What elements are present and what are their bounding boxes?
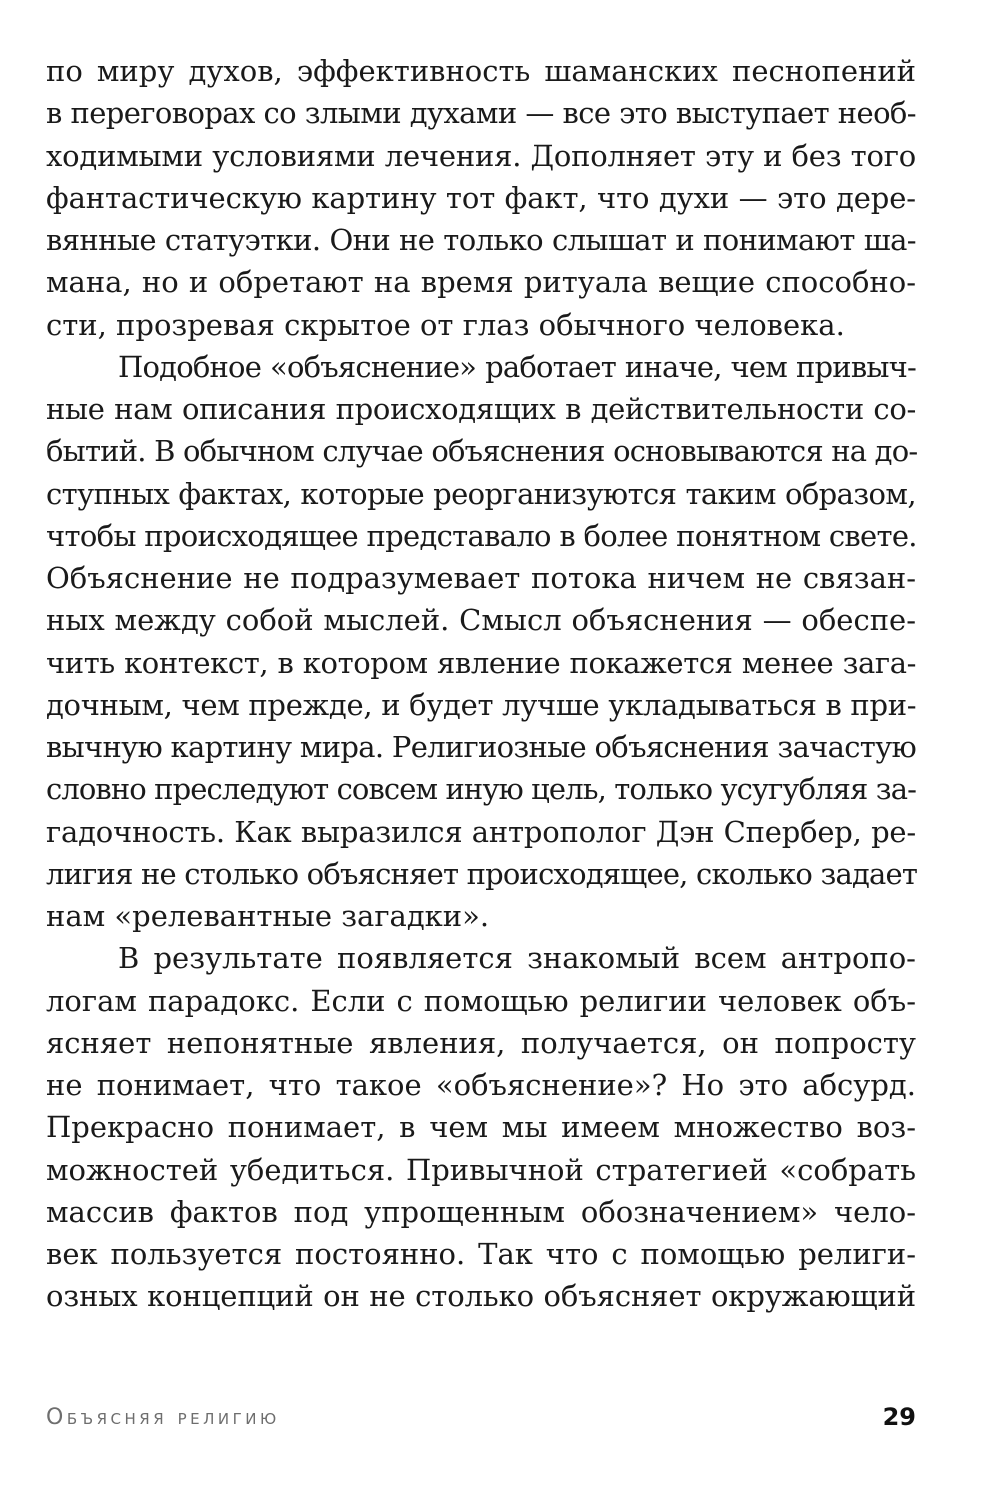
- text-line: по миру духов, эффективность шаманских песнопений: [46, 54, 916, 88]
- text-line: мана, но и обретают на время ритуала вещие способно-: [46, 265, 916, 300]
- text-line: в переговорах со злыми духами — все это выступает необ-: [46, 96, 916, 131]
- page-number: 29: [882, 1403, 916, 1431]
- text-line: ступных фактах, которые реорганизуются таким образом,: [46, 476, 916, 511]
- text-line: ных между собой мыслей. Смысл объяснения — обеспе-: [46, 603, 916, 638]
- text-line: Объяснение не подразумевает потока ничем не связан-: [46, 561, 916, 595]
- text-line: озных концепций он не столько объясняет окружающий: [46, 1279, 916, 1314]
- text-line: словно преследуют совсем иную цель, только усугубляя за-: [46, 772, 916, 807]
- text-line: чтобы происходящее представало в более понятном свете.: [46, 518, 917, 553]
- text-line: Прекрасно понимает, в чем мы имеем множество воз-: [46, 1110, 916, 1145]
- text-line: чить контекст, в котором явление покажется менее зага-: [46, 645, 916, 680]
- page-footer: [46, 1401, 916, 1441]
- text-line: гадочность. Как выразился антрополог Дэн Спербер, ре-: [46, 814, 916, 849]
- text-line: логам парадокс. Если с помощью религии человек объ-: [46, 983, 916, 1018]
- text-line: В результате появляется знакомый всем антропо-: [118, 941, 916, 976]
- text-line: массив фактов под упрощенным обозначением» чело-: [46, 1194, 916, 1229]
- text-line: ходимыми условиями лечения. Дополняет эту и без того: [46, 138, 916, 173]
- text-line: Подобное «объяснение» работает иначе, чем привыч-: [118, 349, 916, 384]
- text-line: век пользуется постоянно. Так что с помощью религи-: [46, 1237, 916, 1271]
- text-line: лигия не столько объясняет происходящее, сколько задает: [46, 856, 918, 891]
- body-text: [46, 50, 916, 1318]
- running-title: Объясняя религию: [46, 1405, 280, 1430]
- text-line: дочным, чем прежде, и будет лучше укладываться в при-: [46, 687, 917, 722]
- text-line: ясняет непонятные явления, получается, он попросту: [46, 1025, 916, 1060]
- text-line: можностей убедиться. Привычной стратегией «собрать: [46, 1152, 916, 1187]
- text-line: нам «релевантные загадки».: [46, 899, 490, 933]
- text-line: ные нам описания происходящих в действительности со-: [46, 392, 916, 426]
- text-line: фантастическую картину тот факт, что духи — это дере-: [46, 180, 916, 215]
- text-line: сти, прозревая скрытое от глаз обычного человека.: [46, 307, 845, 342]
- text-line: бытий. В обычном случае объяснения основываются на до-: [46, 434, 918, 469]
- text-line: вычную картину мира. Религиозные объяснения зачастую: [46, 730, 916, 764]
- text-line: не понимает, что такое «объяснение»? Но это абсурд.: [46, 1068, 916, 1102]
- text-line: вянные статуэтки. Они не только слышат и понимают ша-: [46, 223, 916, 257]
